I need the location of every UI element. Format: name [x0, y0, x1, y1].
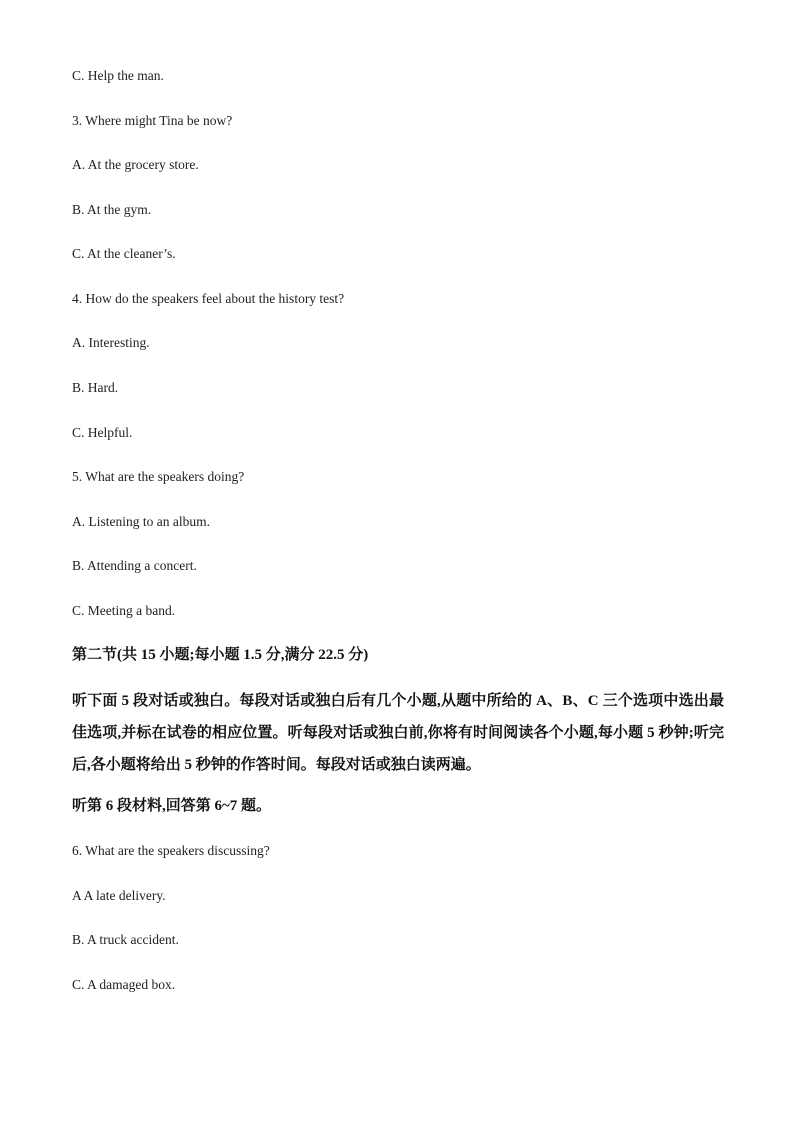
q6-option-b: B. A truck accident. [72, 932, 179, 947]
q4-option-b: B. Hard. [72, 380, 119, 395]
q6-option-c: C. A damaged box. [72, 977, 176, 992]
q3-option-b: B. At the gym. [72, 202, 152, 217]
q3-question: 3. Where might Tina be now? [72, 113, 233, 128]
q5-option-b: B. Attending a concert. [72, 558, 197, 573]
q4-option-c: C. Helpful. [72, 425, 133, 440]
section2-instructions: 听下面 5 段对话或独白。每段对话或独白后有几个小题,从题中所给的 A、B、C 三个选项中选出最佳选项,并标在试卷的相应位置。听每段对话或独白前,你将有时间阅读各个小题,每小题 5 秒钟;听完后,各小题将给出 5 秒钟的作答时间。每段对话或独白读两遍。 [72, 693, 724, 773]
q6-option-a: A A late delivery. [72, 888, 166, 903]
q3-option-c: C. At the cleaner’s. [72, 246, 176, 261]
q2-option-c: C. Help the man. [72, 68, 164, 83]
q4-question: 4. How do the speakers feel about the history test? [72, 291, 345, 306]
material-intro: 听第 6 段材料,回答第 6~7 题。 [72, 798, 272, 814]
q5-question: 5. What are the speakers doing? [72, 469, 245, 484]
q3-option-a: A. At the grocery store. [72, 157, 199, 172]
q6-question: 6. What are the speakers discussing? [72, 843, 270, 858]
q5-option-a: A. Listening to an album. [72, 514, 210, 529]
section2-heading: 第二节(共 15 小题;每小题 1.5 分,满分 22.5 分) [72, 647, 369, 663]
q4-option-a: A. Interesting. [72, 335, 150, 350]
q5-option-c: C. Meeting a band. [72, 603, 176, 618]
